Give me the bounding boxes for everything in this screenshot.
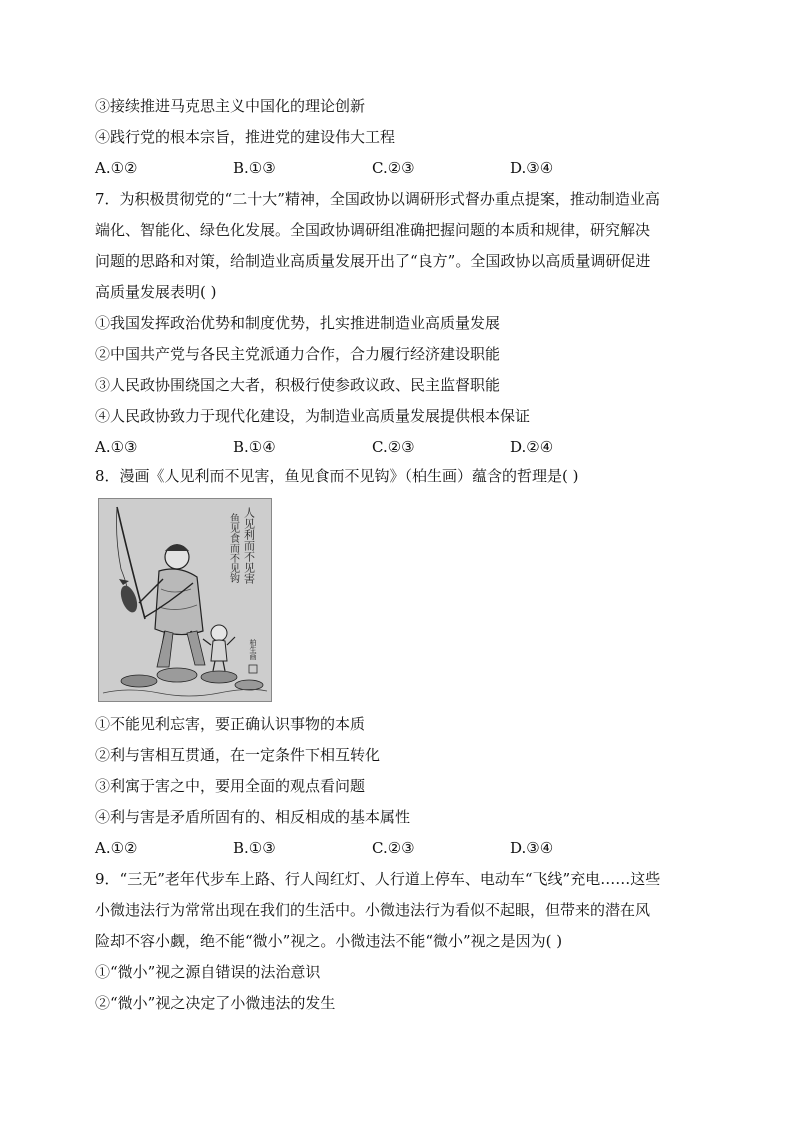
q6-item-4: ④践行党的根本宗旨，推进党的建设伟大工程 (95, 128, 396, 146)
q9-stem-line-3: 险却不容小觑，绝不能“微小”视之。小微违法不能“微小”视之是因为( ) (95, 932, 563, 950)
q7-options (95, 437, 655, 457)
q6-option-a[interactable]: A.①② (95, 159, 138, 177)
q7-stem-line-1: 7．为积极贯彻党的“二十大”精神，全国政协以调研形式督办重点提案，推动制造业高 (95, 190, 660, 208)
q9-stem-line-2: 小微违法行为常常出现在我们的生活中。小微违法行为看似不起眼，但带来的潜在风 (95, 901, 651, 919)
q7-option-d[interactable]: D.②④ (510, 438, 554, 456)
q7-option-c[interactable]: C.②③ (372, 438, 415, 456)
q8-option-b[interactable]: B.①③ (233, 839, 276, 857)
q9-stem-line-1: 9．“三无”老年代步车上路、行人闯红灯、人行道上停车、电动车“飞线”充电……这些 (95, 870, 661, 888)
q7-stem-line-3: 问题的思路和对策，给制造业高质量发展开出了“良方”。全国政协以高质量调研促进 (95, 252, 651, 270)
cartoon-signature: 柏生画 (249, 639, 257, 660)
q7-item-2: ②中国共产党与各民主党派通力合作，合力履行经济建设职能 (95, 345, 501, 363)
q6-options (95, 158, 655, 178)
q8-item-3: ③利寓于害之中，要用全面的观点看问题 (95, 777, 366, 795)
q6-option-b[interactable]: B.①③ (233, 159, 276, 177)
q7-option-b[interactable]: B.①④ (233, 438, 276, 456)
q7-stem-line-4: 高质量发展表明( ) (95, 283, 217, 301)
q8-item-1: ①不能见利忘害，要正确认识事物的本质 (95, 715, 366, 733)
q8-stem: 8．漫画《人见利而不见害，鱼见食而不见钩》（柏生画）蕴含的哲理是( ) (95, 467, 579, 485)
q8-option-d[interactable]: D.③④ (510, 839, 554, 857)
q8-option-a[interactable]: A.①② (95, 839, 138, 857)
q7-item-1: ①我国发挥政治优势和制度优势，扎实推进制造业高质量发展 (95, 314, 501, 332)
q7-item-3: ③人民政协围绕国之大者，积极行使参政议政、民主监督职能 (95, 376, 501, 394)
q8-options (95, 838, 655, 858)
cartoon-caption-col2: 鱼见食而不见钩 (227, 513, 239, 583)
q9-item-2: ②“微小”视之决定了小微违法的发生 (95, 994, 336, 1012)
q7-stem-line-2: 端化、智能化、绿色化发展。全国政协调研组准确把握问题的本质和规律，研究解决 (95, 221, 651, 239)
q8-item-2: ②利与害相互贯通，在一定条件下相互转化 (95, 746, 381, 764)
q8-item-4: ④利与害是矛盾所固有的、相反相成的基本属性 (95, 808, 411, 826)
q8-option-c[interactable]: C.②③ (372, 839, 415, 857)
q6-option-d[interactable]: D.③④ (510, 159, 554, 177)
q9-item-1: ①“微小”视之源自错误的法治意识 (95, 963, 321, 981)
q7-option-a[interactable]: A.①③ (95, 438, 138, 456)
q6-option-c[interactable]: C.②③ (372, 159, 415, 177)
q8-cartoon-image (98, 498, 272, 702)
cartoon-caption-col1: 人见利而不见害 (242, 507, 256, 584)
q6-item-3: ③接续推进马克思主义中国化的理论创新 (95, 97, 366, 115)
q7-item-4: ④人民政协致力于现代化建设，为制造业高质量发展提供根本保证 (95, 407, 531, 425)
